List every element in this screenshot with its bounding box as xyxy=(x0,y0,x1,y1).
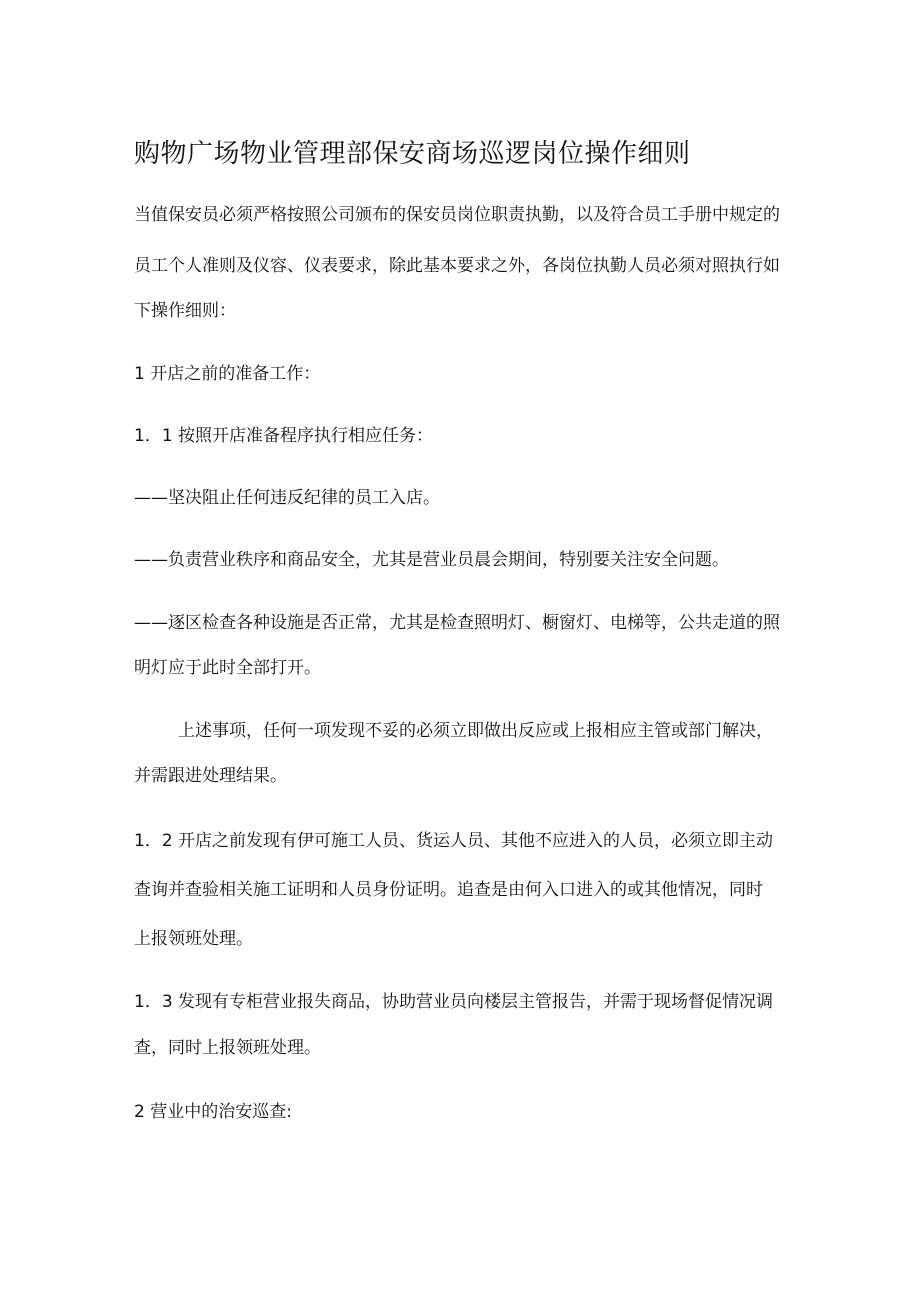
bullet-item-3-line-1: ——逐区检查各种设施是否正常，尤其是检查照明灯、橱窗灯、电梯等，公共走道的照 xyxy=(134,613,780,633)
section-heading-1: 1 开店之前的准备工作： xyxy=(134,364,321,384)
subsection-1-1: 1．1 按照开店准备程序执行相应任务： xyxy=(134,426,434,446)
paragraph-intro-line-3: 下操作细则： xyxy=(134,301,236,321)
bullet-item-1: ——坚决阻止任何违反纪律的员工入店。 xyxy=(134,488,440,508)
paragraph-intro-line-1: 当值保安员必须严格按照公司颁布的保安员岗位职责执勤，以及符合员工手册中规定的 xyxy=(134,205,780,225)
paragraph-intro-line-2: 员工个人准则及仪容、仪表要求，除此基本要求之外，各岗位执勤人员必须对照执行如 xyxy=(134,256,780,276)
subsection-1-2-line-1: 1．2 开店之前发现有伊可施工人员、货运人员、其他不应进入的人员，必须立即主动 xyxy=(134,831,774,851)
subsection-1-2-line-2: 查询并查验相关施工证明和人员身份证明。追查是由何入口进入的或其他情况，同时 xyxy=(134,880,763,900)
bullet-item-2: ——负责营业秩序和商品安全，尤其是营业员晨会期间，特别要关注安全问题。 xyxy=(134,550,729,570)
document-title: 购物广场物业管理部保安商场巡逻岗位操作细则 xyxy=(134,139,691,169)
section-heading-2: 2 营业中的治安巡查: xyxy=(134,1102,292,1122)
note-paragraph-line-2: 并需跟进处理结果。 xyxy=(134,766,287,786)
note-paragraph-line-1: 上述事项，任何一项发现不妥的必须立即做出反应或上报相应主管或部门解决， xyxy=(178,721,773,741)
bullet-item-3-line-2: 明灯应于此时全部打开。 xyxy=(134,658,321,678)
subsection-1-2-line-3: 上报领班处理。 xyxy=(134,929,253,949)
subsection-1-3-line-1: 1．3 发现有专柜营业报失商品，协助营业员向楼层主管报告，并需于现场督促情况调 xyxy=(134,992,774,1012)
subsection-1-3-line-2: 查，同时上报领班处理。 xyxy=(134,1038,321,1058)
